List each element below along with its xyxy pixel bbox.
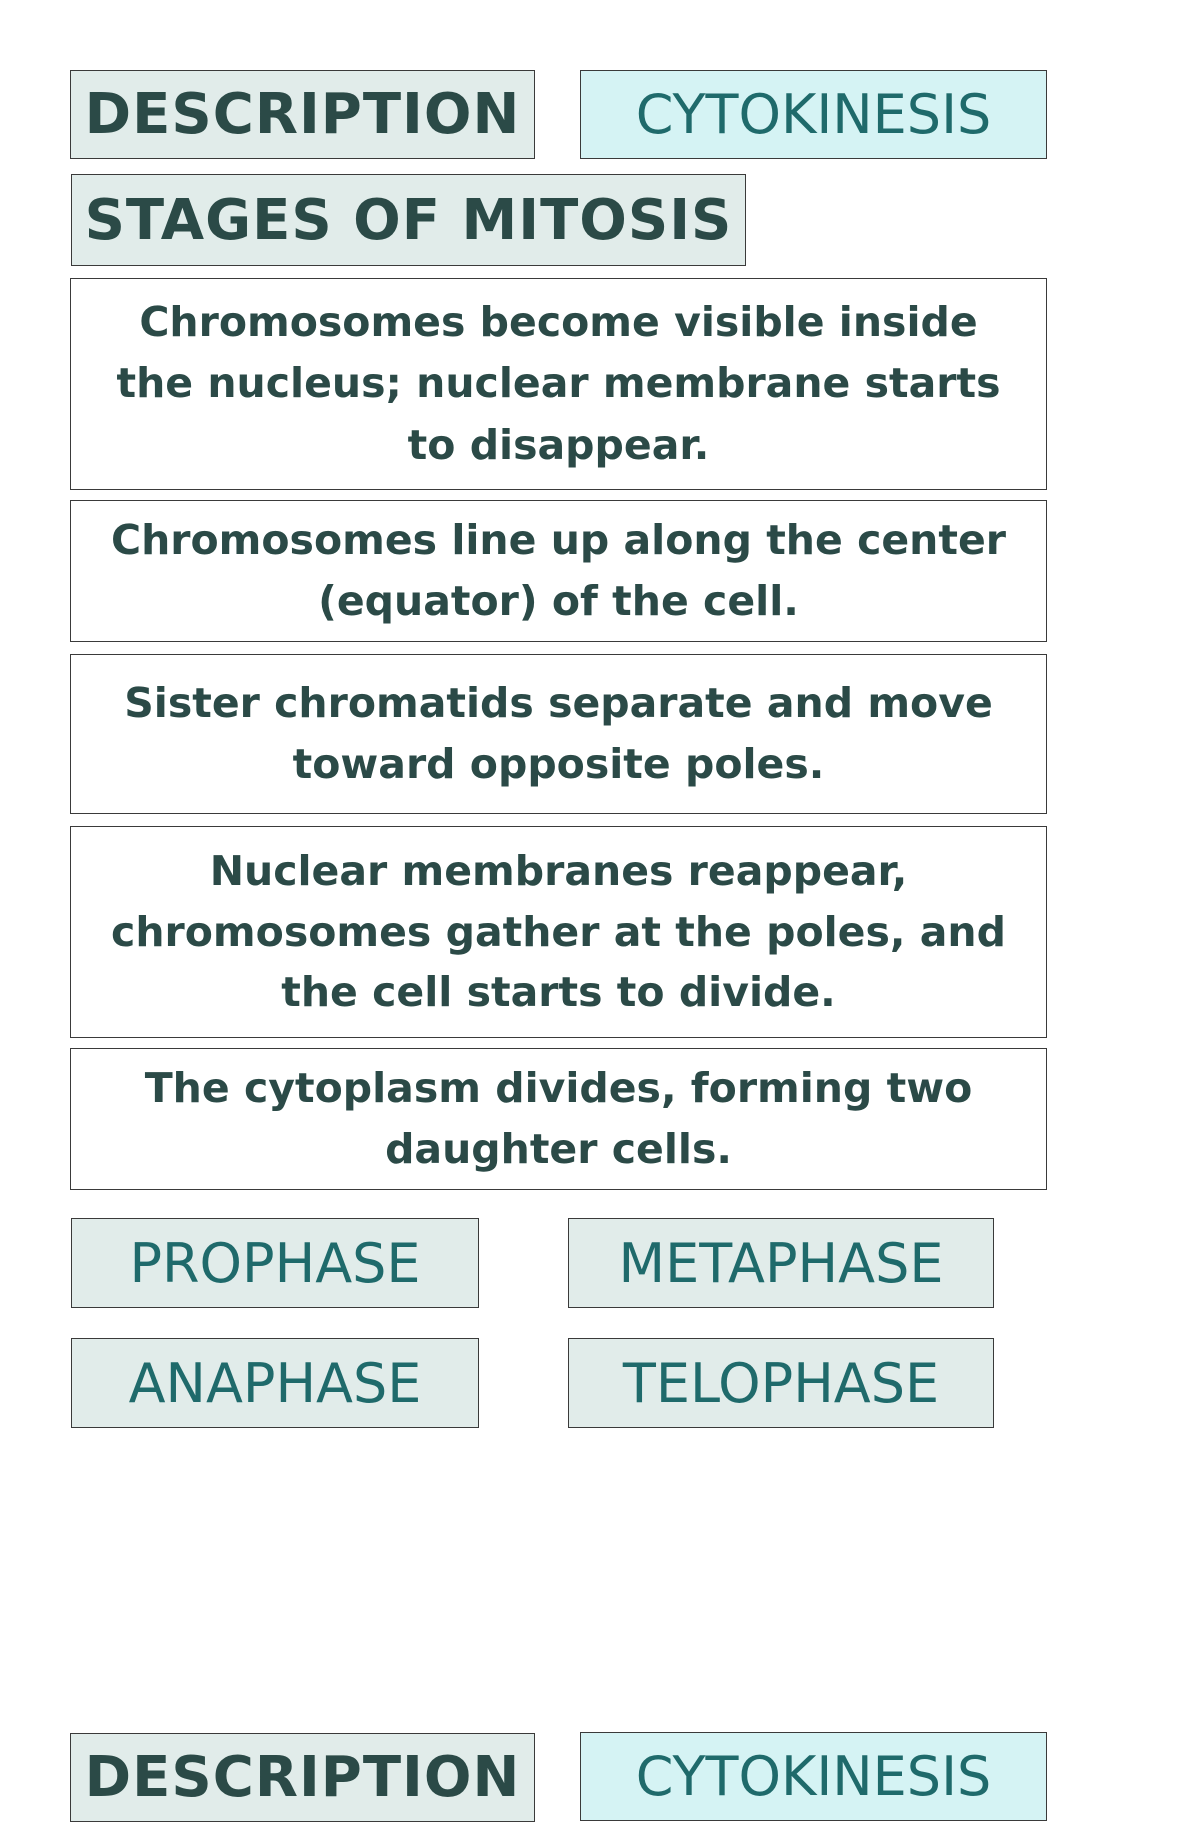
description-telophase[interactable]: Nuclear membranes reappear, chromosomes gather at the poles, and the cell starts to divide. <box>70 826 1047 1038</box>
stage-telophase[interactable]: TELOPHASE <box>568 1338 994 1428</box>
page-title: STAGES OF MITOSIS <box>71 174 746 266</box>
stage-metaphase[interactable]: METAPHASE <box>568 1218 994 1308</box>
description-header-bottom: DESCRIPTION <box>70 1733 535 1822</box>
description-metaphase[interactable]: Chromosomes line up along the center (equator) of the cell. <box>70 500 1047 642</box>
description-prophase[interactable]: Chromosomes become visible inside the nucleus; nuclear membrane starts to disappear. <box>70 278 1047 490</box>
cytokinesis-label-top[interactable]: CYTOKINESIS <box>580 70 1047 159</box>
cytokinesis-label-bottom[interactable]: CYTOKINESIS <box>580 1732 1047 1821</box>
stage-anaphase[interactable]: ANAPHASE <box>71 1338 479 1428</box>
description-cytokinesis[interactable]: The cytoplasm divides, forming two daughter cells. <box>70 1048 1047 1190</box>
description-header-top: DESCRIPTION <box>70 70 535 159</box>
stage-prophase[interactable]: PROPHASE <box>71 1218 479 1308</box>
description-anaphase[interactable]: Sister chromatids separate and move toward opposite poles. <box>70 654 1047 814</box>
